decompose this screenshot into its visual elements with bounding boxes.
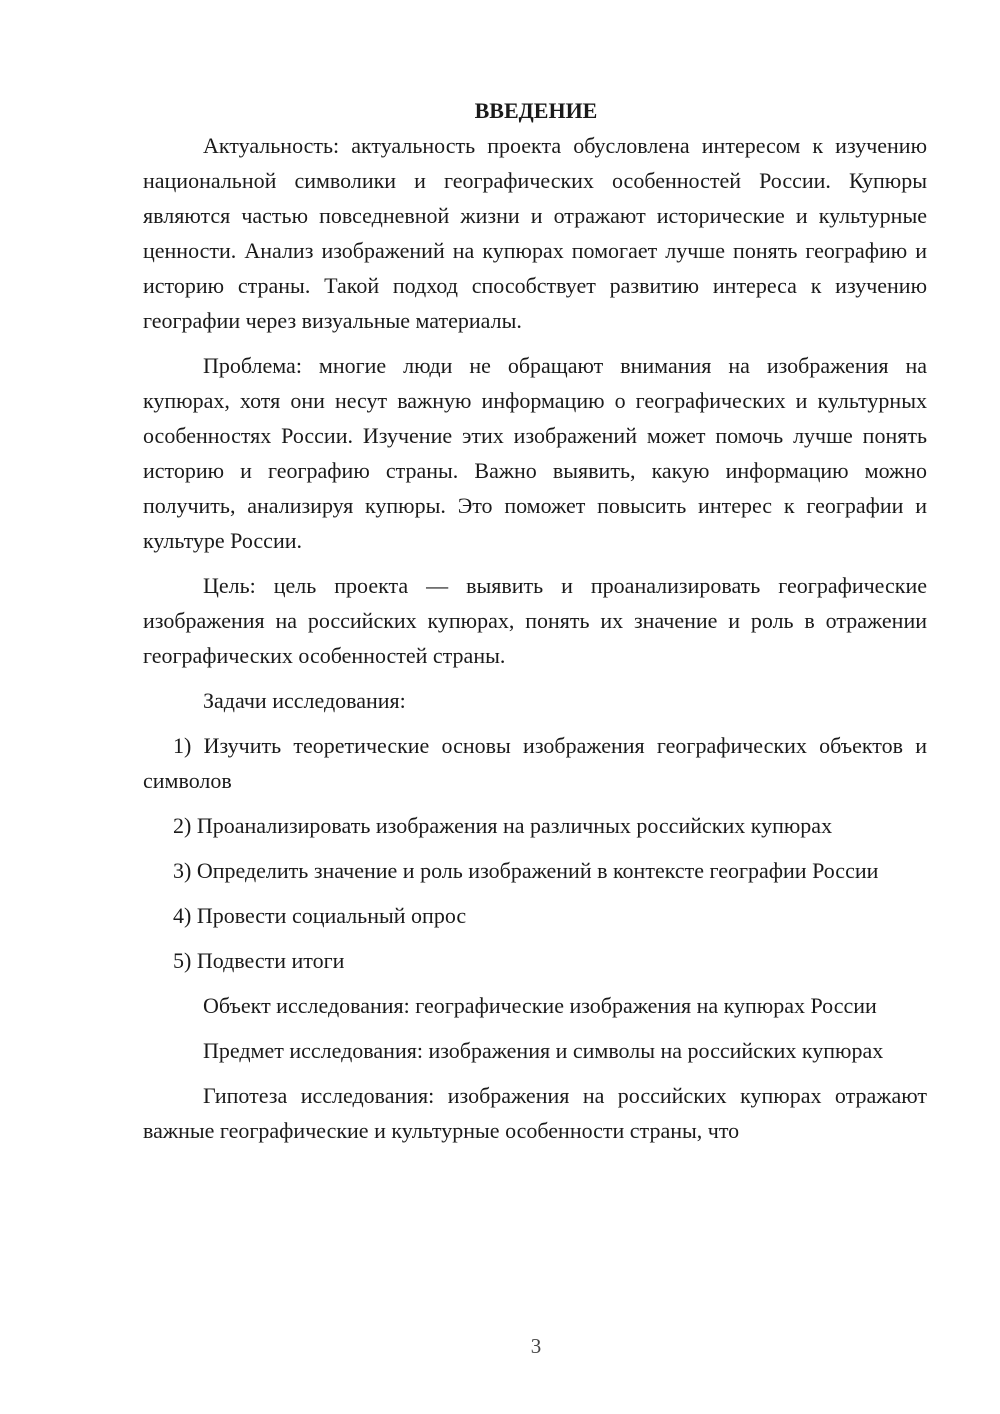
page-number: 3 <box>530 1334 542 1358</box>
task-item-4: 4) Провести социальный опрос <box>173 903 467 928</box>
paragraph-relevance: Актуальность: актуальность проекта обусловлена интересом к изучению национальной символики и географических особенностей России. Купюры являются частью повседневной жизни и отражают исторические и культурные ценности. Анализ изображений на купюрах помогает лучше понять географию и историю страны. Такой подход способствует развитию интереса к изучению географии через визуальные материалы. <box>143 133 927 333</box>
paragraph-object: Объект исследования: географические изображения на купюрах России <box>203 993 877 1018</box>
tasks-heading: Задачи исследования: <box>203 688 406 713</box>
section-title: ВВЕДЕНИЕ <box>474 98 598 123</box>
task-item-2: 2) Проанализировать изображения на различных российских купюрах <box>173 813 833 838</box>
page-content <box>143 93 927 1148</box>
task-item-5: 5) Подвести итоги <box>173 948 345 973</box>
task-item-1: 1) Изучить теоретические основы изображения географических объектов и символов <box>143 733 927 793</box>
paragraph-goal: Цель: цель проекта — выявить и проанализировать географические изображения на российских купюрах, понять их значение и роль в отражении географических особенностей страны. <box>143 573 927 668</box>
task-item-3: 3) Определить значение и роль изображений в контексте географии России <box>173 858 879 883</box>
paragraph-problem: Проблема: многие люди не обращают внимания на изображения на купюрах, хотя они несут важную информацию о географических и культурных особенностях России. Изучение этих изображений может помочь лучше понять историю и географию страны. Важно выявить, какую информацию можно получить, анализируя купюры. Это поможет повысить интерес к географии и культуре России. <box>143 353 927 553</box>
paragraph-subject: Предмет исследования: изображения и символы на российских купюрах <box>203 1038 884 1063</box>
paragraph-hypothesis: Гипотеза исследования: изображения на российских купюрах отражают важные географические и культурные особенности страны, что <box>143 1083 927 1143</box>
